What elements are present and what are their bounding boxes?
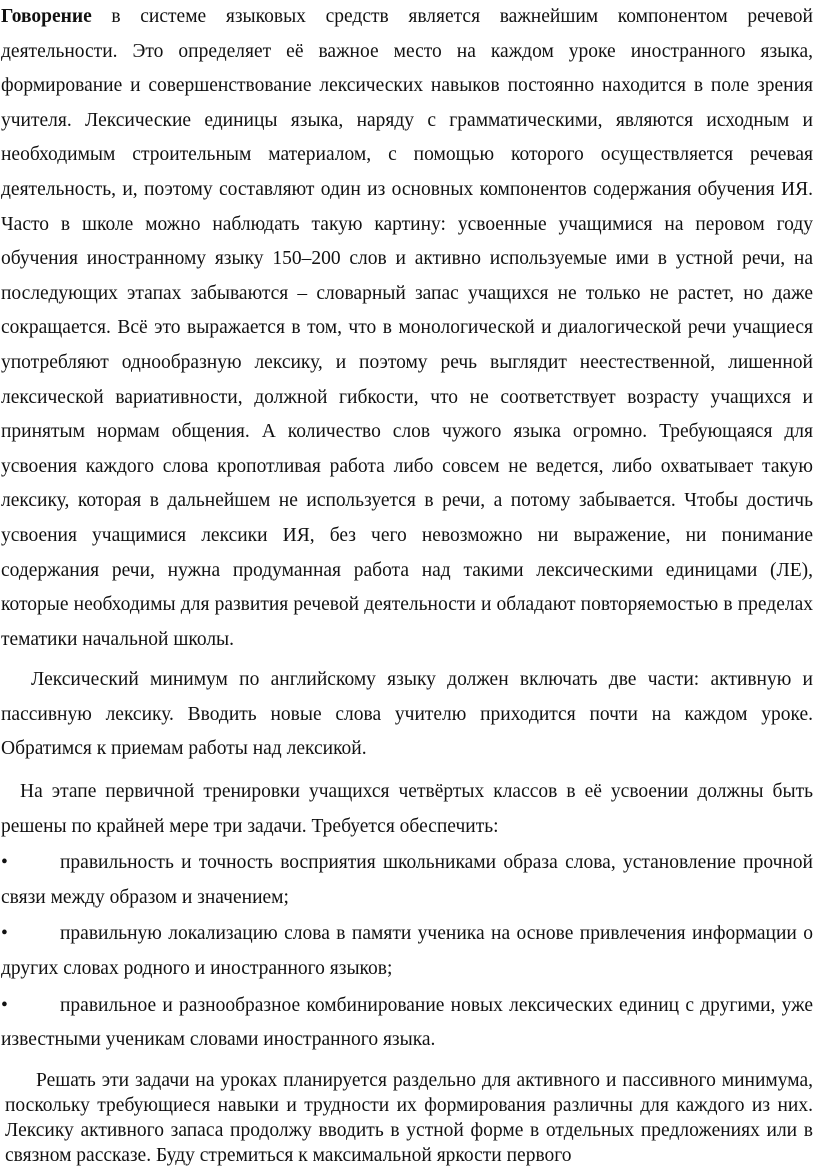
task-list <box>1 846 813 1058</box>
list-item-text: правильность и точность восприятия школьниками образа слова, установление прочной связи между образом и значением; <box>1 852 813 908</box>
list-item <box>1 917 813 986</box>
paragraph-tasks: На этапе первичной тренировки учащихся четвёртых классов в её усвоении должны быть решены по крайней мере три задачи. Требуется обеспечить: <box>1 781 813 837</box>
paragraph-intro-text: в системе языковых средств является важнейшим компонентом речевой деятельности. Это определяет её важное место на каждом уроке иностранного языка, формирование и совершенствование лексических навыков постоянно находится в поле зрения учителя. Лексические единицы языка, наряду с грамматическими, являются исходным и необходимым строительным материалом, с помощью которого осуществляется речевая деятельность, и, поэтому составляют один из основных компонентов содержания обучения ИЯ. Часто в школе можно наблюдать такую картину: усвоенные учащимися на перовом году обучения иностранному языку 150–200 слов и активно используемые ими в устной речи, на последующих этапах забываются – словарный запас учащихся не только не растет, но даже сокращается. Всё это выражается в том, что в монологической и диалогической речи учащиеся употребляют однообразную лексику, и поэтому речь выглядит неестественной, лишенной лексической вариативности, должной гибкости, что не соответствует возрасту учащихся и принятым нормам общения. А количество слов чужого языка огромно. Требующаяся для усвоения каждого слова кропотливая работа либо совсем не ведется, либо охватывает такую лексику, которая в дальнейшем не используется в речи, а потому забывается. Чтобы достичь усвоения учащимися лексики ИЯ, без чего невозможно ни выражение, ни понимание содержания речи, нужна продуманная работа над такими лексическими единицами (ЛЕ), которые необходимы для развития речевой деятельности и обладают повторяемостью в пределах тематики начальной школы. <box>1 6 813 650</box>
list-item-text: правильную локализацию слова в памяти ученика на основе привлечения информации о других словах родного и иностранного языков; <box>1 923 813 980</box>
list-item <box>1 989 813 1058</box>
lead-word: Говорение <box>1 6 92 27</box>
paragraph-lexical-minimum: Лексический минимум по английскому языку должен включать две части: активную и пассивную лексику. Вводить новые слова учителю приходится почти на каждом уроке. Обратимся к приемам работы над лексикой. <box>1 669 813 760</box>
paragraph-intro <box>1 0 813 657</box>
bullet-icon: • <box>1 852 8 874</box>
bullet-icon: • <box>1 923 8 945</box>
list-item-text: правильное и разнообразное комбинирование новых лексических единиц с другими, уже известными ученикам словами иностранного языка. <box>1 994 813 1051</box>
paragraph-plan: Решать эти задачи на уроках планируется раздельно для активного и пассивного минимума, поскольку требующиеся навыки и трудности их формирования различны для каждого из них. Лексику активного запаса продолжу вводить в устной форме в отдельных предложениях или в связном рассказе. Буду стремиться к максимальной яркости первого <box>5 1069 813 1166</box>
list-item <box>1 846 813 915</box>
bullet-icon: • <box>1 994 8 1016</box>
